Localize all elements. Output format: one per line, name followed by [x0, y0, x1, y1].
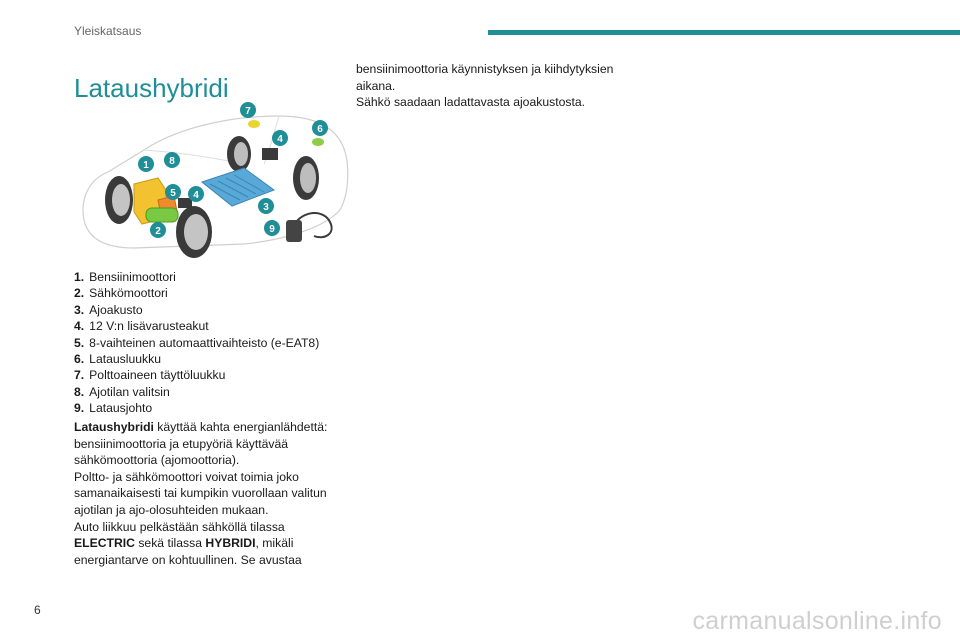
fuel-flap	[248, 120, 260, 128]
watermark: carmanualsonline.info	[692, 607, 942, 635]
aux-battery-front	[178, 198, 192, 208]
paragraph-continued: bensiinimoottoria käynnistyksen ja kiihdytyksien aikana.	[356, 62, 614, 93]
paragraph-battery-source: Sähkö saadaan ladattavasta ajoakustosta.	[356, 95, 586, 110]
paragraph-electric: Auto liikkuu pelkästään sähköllä tilassa ELECTRIC sekä tilassa HYBRIDI, mikäli energiantarve on kohtuullinen. Se avustaa	[74, 519, 302, 567]
svg-text:7: 7	[245, 106, 251, 117]
svg-text:8: 8	[169, 156, 175, 167]
front-left-wheel	[176, 206, 212, 258]
parts-list	[74, 269, 344, 417]
list-item: 1. Bensiinimoottori	[74, 270, 176, 284]
page-number: 6	[34, 603, 41, 617]
section-header: Yleiskatsaus	[74, 24, 142, 38]
aux-battery-rear	[262, 148, 278, 160]
callout-2	[150, 222, 166, 238]
header-accent-bar	[488, 30, 960, 35]
electric-motor	[146, 208, 178, 222]
svg-text:4: 4	[277, 134, 283, 145]
body-text	[74, 419, 344, 568]
rear-left-wheel	[105, 176, 133, 224]
rear-right-wheel	[227, 136, 251, 172]
svg-text:4: 4	[193, 190, 199, 201]
callout-9	[264, 220, 280, 236]
callout-8	[164, 152, 180, 168]
list-item: 4. 12 V:n lisävarusteakut	[74, 319, 209, 334]
svg-text:1: 1	[143, 160, 149, 171]
callout-4-rear	[272, 130, 288, 146]
charge-flap	[312, 138, 324, 146]
callout-1	[138, 156, 154, 172]
callout-3	[258, 198, 274, 214]
list-item: 2. Sähkömoottori	[74, 286, 168, 301]
list-item: 6. Latausluukku	[74, 352, 161, 367]
page-title: Lataushybridi	[74, 73, 229, 104]
list-item: 5. 8-vaihteinen automaattivaihteisto (e-EAT8)	[74, 335, 320, 350]
list-item: 9. Latausjohto	[74, 401, 153, 416]
list-item: 8. Ajotilan valitsin	[74, 384, 170, 399]
list-item: 3. Ajoakusto	[74, 302, 143, 317]
svg-text:9: 9	[269, 224, 275, 235]
column-two-text	[356, 61, 646, 111]
callout-6	[312, 120, 328, 136]
hybrid-car-illustration	[74, 92, 354, 272]
svg-text:5: 5	[170, 188, 176, 199]
svg-text:2: 2	[155, 226, 161, 237]
paragraph-intro: Lataushybridi käyttää kahta energianlähdettä: bensiinimoottoria ja etupyöriä käyttävää sähkömoottoria (ajomoottoria).	[74, 420, 328, 468]
callout-7	[240, 102, 256, 118]
callout-4-front	[188, 186, 204, 202]
svg-text:3: 3	[263, 202, 269, 213]
front-right-wheel	[293, 156, 319, 200]
list-item: 7. Polttoaineen täyttöluukku	[74, 368, 226, 383]
svg-text:6: 6	[317, 124, 323, 135]
callout-5	[165, 184, 181, 200]
paragraph-modes: Poltto- ja sähkömoottori voivat toimia joko samanaikaisesti tai kumpikin vuorollaan valitun ajotilan ja ajo-olosuhteiden mukaan.	[74, 469, 327, 517]
